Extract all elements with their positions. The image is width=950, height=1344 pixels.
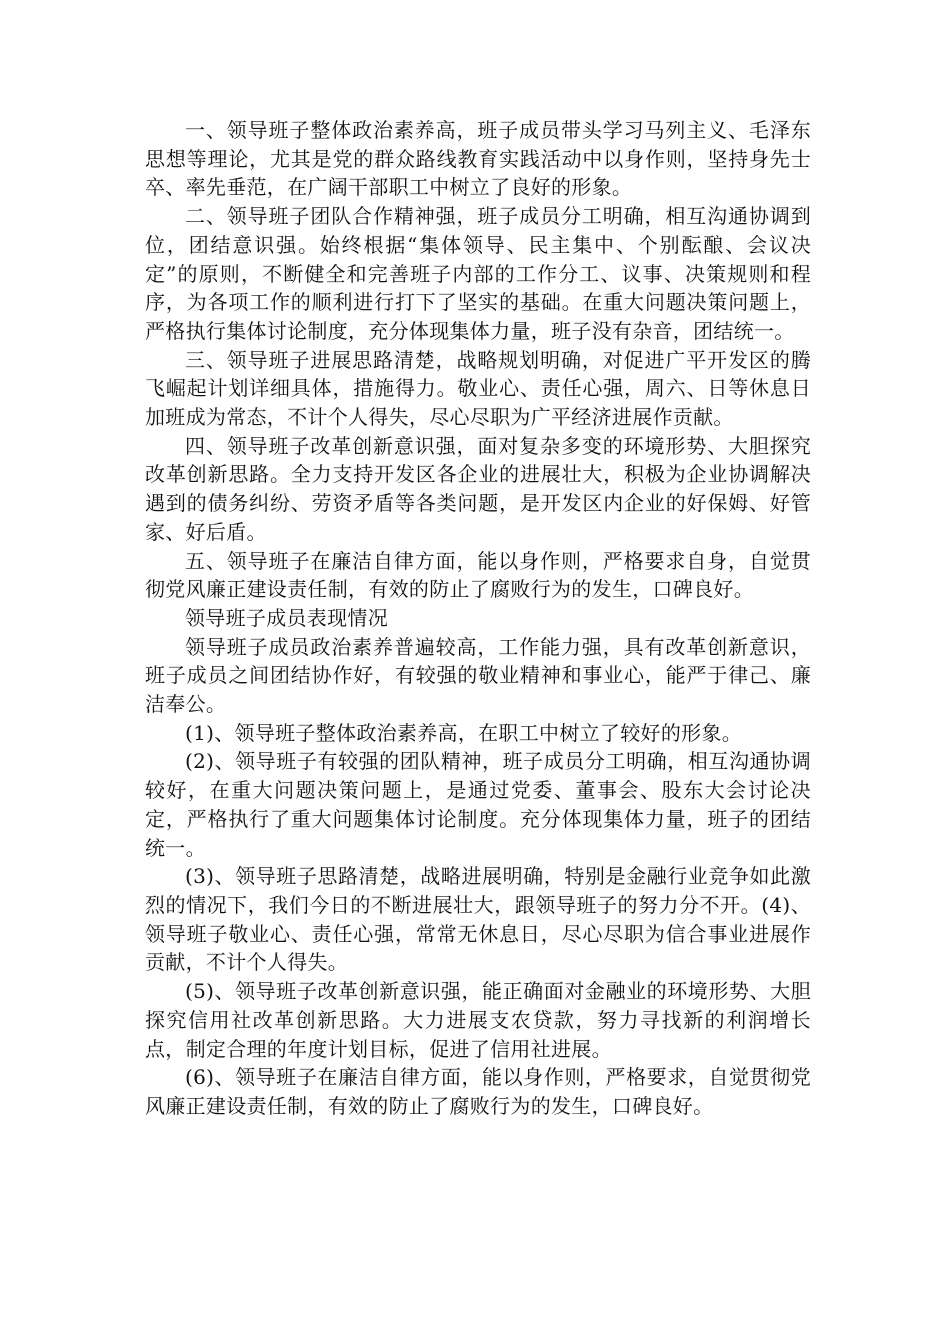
- item-6: (6)、领导班子在廉洁自律方面，能以身作则，严格要求，自觉贯彻党风廉正建设责任制，有效的防止了腐败行为的发生，口碑良好。: [145, 1065, 811, 1118]
- item-1: (1)、领导班子整体政治素养高，在职工中树立了较好的形象。: [185, 720, 743, 745]
- paragraph-2: 二、领导班子团队合作精神强，班子成员分工明确，相互沟通协调到位，团结意识强。始终根据“集体领导、民主集中、个别酝酿、会议决定”的原则，不断健全和完善班子内部的工作分工、议事、决策规则和程序，为各项工作的顺利进行打下了坚实的基础。在重大问题决策问题上，严格执行集体讨论制度，充分体现集体力量，班子没有杂音，团结统一。: [145, 204, 811, 343]
- item-2: (2)、领导班子有较强的团队精神，班子成员分工明确，相互沟通协调较好，在重大问题决策问题上，是通过党委、董事会、股东大会讨论决定，严格执行了重大问题集体讨论制度。充分体现集体力量，班子的团结统一。: [145, 749, 811, 860]
- paragraph-7: 领导班子成员政治素养普遍较高，工作能力强，具有改革创新意识，班子成员之间团结协作好，有较强的敬业精神和事业心，能严于律己、廉洁奉公。: [145, 634, 811, 717]
- paragraph-1: 一、领导班子整体政治素养高，班子成员带头学习马列主义、毛泽东思想等理论，尤其是党的群众路线教育实践活动中以身作则，坚持身先士卒、率先垂范，在广阔干部职工中树立了良好的形象。: [145, 118, 811, 200]
- item-5: (5)、领导班子改革创新意识强，能正确面对金融业的环境形势、大胆探究信用社改革创新思路。大力进展支农贷款，努力寻找新的利润增长点，制定合理的年度计划目标，促进了信用社进展。: [145, 979, 811, 1061]
- document-body: [145, 116, 811, 1121]
- paragraph-4: 四、领导班子改革创新意识强，面对复杂多变的环境形势、大胆探究改革创新思路。全力支持开发区各企业的进展壮大，积极为企业协调解决遇到的债务纠纷、劳资矛盾等各类问题，是开发区内企业的好保姆、好管家、好后盾。: [145, 433, 811, 544]
- section-heading: 领导班子成员表现情况: [185, 605, 388, 630]
- paragraph-3: 三、领导班子进展思路清楚，战略规划明确，对促进广平开发区的腾飞崛起计划详细具体，措施得力。敬业心、责任心强，周六、日等休息日加班成为常态，不计个人得失，尽心尽职为广平经济进展作贡献。: [145, 347, 811, 430]
- item-3-4: (3)、领导班子思路清楚，战略进展明确，特别是金融行业竞争如此激烈的情况下，我们今日的不断进展壮大，跟领导班子的努力分不开。(4)、领导班子敬业心、责任心强，常常无休息日，尽心尽职为信合事业进展作贡献，不计个人得失。: [145, 864, 811, 975]
- paragraph-5: 五、领导班子在廉洁自律方面，能以身作则，严格要求自身，自觉贯彻党风廉正建设责任制，有效的防止了腐败行为的发生，口碑良好。: [145, 548, 811, 602]
